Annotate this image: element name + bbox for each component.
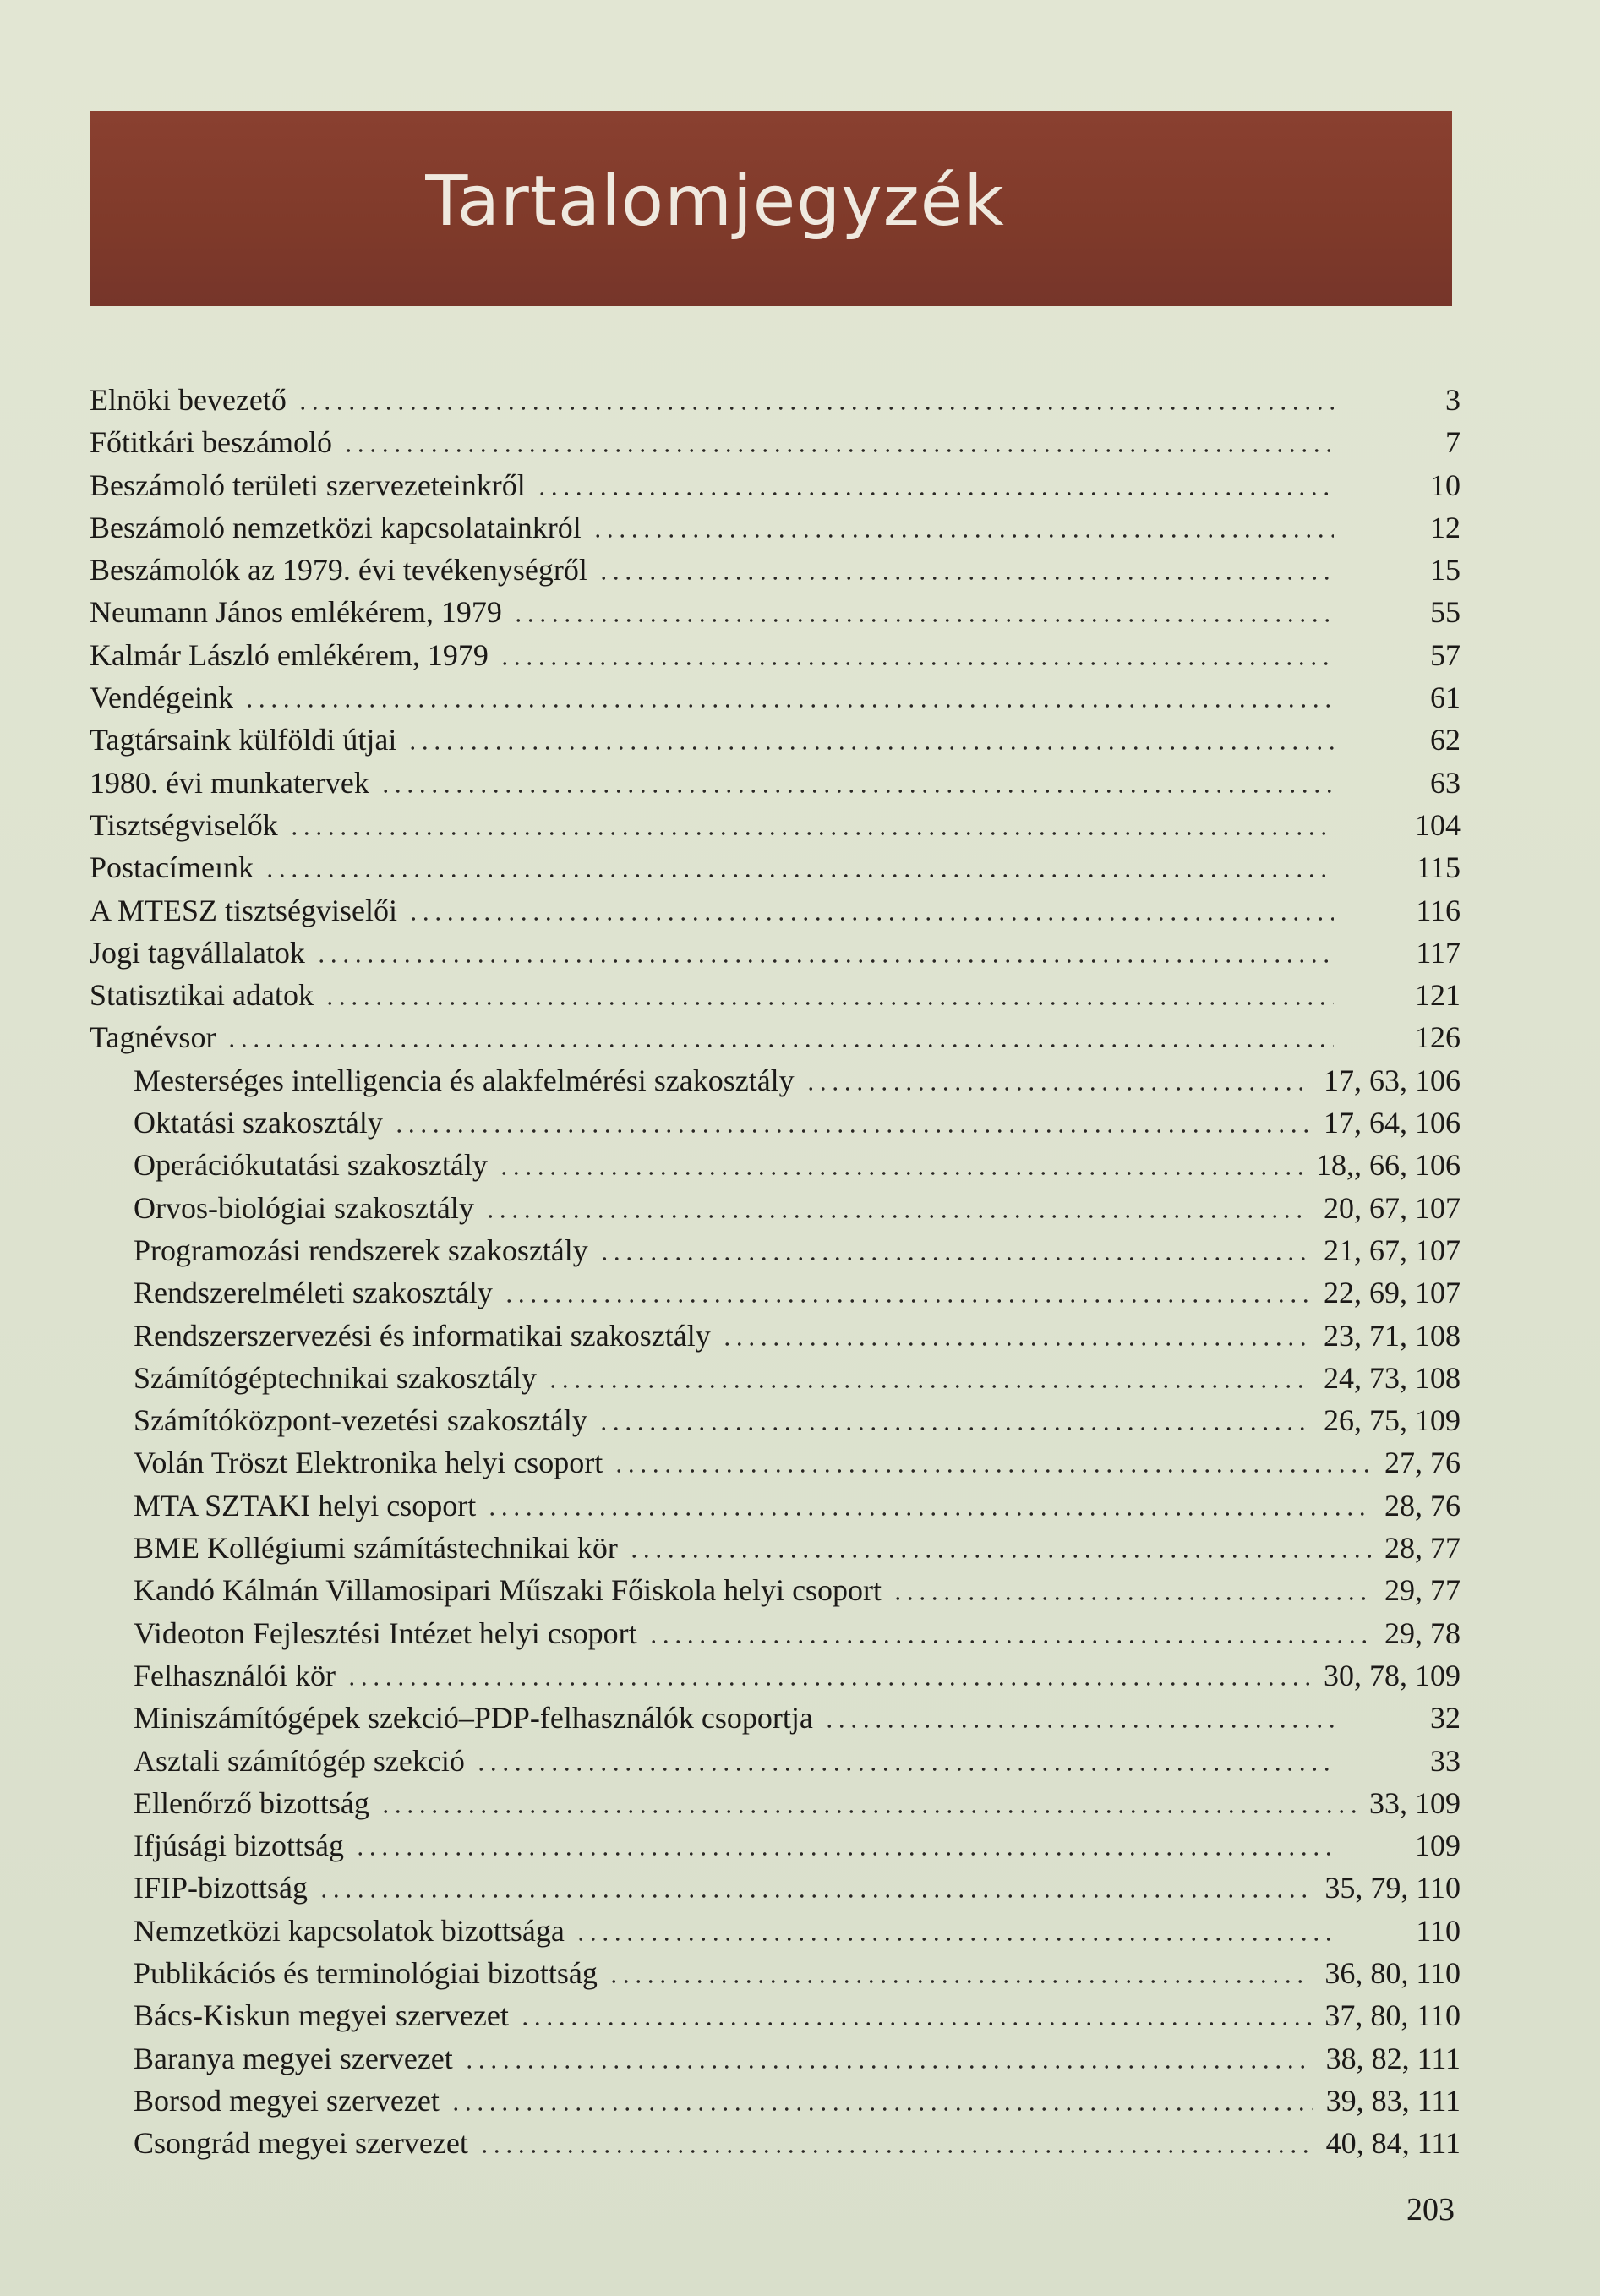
toc-entry-page: 10 [1430,467,1461,502]
toc-entry [90,379,1461,421]
toc-entry [90,421,1461,463]
dot-leader [288,832,1334,835]
toc-entry [90,1102,1461,1144]
toc-entry-title: 1980. évi munkatervek [90,765,369,800]
toc-entry-title: Neumann János emlékérem, 1979 [90,595,502,630]
toc-entry-title: Nemzetközi kapcsolatok bizottsága [134,1913,565,1948]
toc-entry-page: 55 [1430,595,1461,630]
dot-leader [499,662,1334,665]
toc-entry-page: 26, 75, 109 [1324,1403,1461,1438]
toc-entry-page: 17, 63, 106 [1324,1063,1461,1097]
toc-entry-title: A MTESZ tisztségviselői [90,893,397,927]
toc-entry-title: MTA SZTAKI helyi csoport [134,1488,477,1522]
toc-entry-page: 40, 84, 111 [1325,2126,1461,2161]
toc-entry-title: Videoton Fejlesztési Intézet helyi csoport [134,1615,637,1650]
toc-entry-title: Bács-Kiskun megyei szervezet [134,1998,509,2033]
dot-leader [484,1215,1310,1218]
toc-entry-page: 23, 71, 108 [1324,1318,1461,1353]
dot-leader [608,1980,1311,1983]
toc-entry-page: 17, 64, 106 [1324,1106,1461,1140]
dot-leader [547,1385,1310,1388]
toc-entry-title: Csongrád megyei szervezet [134,2126,468,2161]
toc-entry-page: 39, 83, 111 [1325,2083,1461,2118]
toc-entry [90,1867,1461,1909]
toc-entry-title: Statisztikai adatok [90,978,314,1013]
dot-leader [380,790,1334,793]
toc-entry-page: 32 [1430,1701,1461,1736]
toc-entry [90,1994,1461,2036]
toc-entry [90,846,1461,888]
dot-leader [346,1682,1310,1686]
dot-leader [407,746,1334,750]
toc-entry-title: Programozási rendszerek szakosztály [134,1233,588,1267]
toc-entry-page: 27, 76 [1384,1446,1461,1480]
dot-leader [519,2022,1311,2025]
toc-entry-title: Postacímeınk [90,850,254,885]
toc-entry [90,506,1461,549]
toc-entry-page: 116 [1416,893,1461,927]
toc-entry-page: 33, 109 [1369,1785,1461,1820]
toc-entry [90,974,1461,1016]
toc-entry [90,591,1461,633]
toc-entry [90,804,1461,846]
toc-entry [90,1569,1461,1611]
toc-entry [90,1187,1461,1229]
toc-entry-title: Vendégeink [90,681,233,715]
toc-entry-page: 15 [1430,553,1461,588]
toc-entry [90,634,1461,676]
toc-entry-page: 28, 76 [1384,1488,1461,1522]
dot-leader [892,1597,1371,1600]
toc-entry-title: Számítógéptechnikai szakosztály [134,1360,537,1395]
toc-entry-page: 37, 80, 110 [1324,1998,1461,2033]
dot-leader [324,1002,1334,1005]
toc-entry-page: 115 [1416,850,1461,885]
toc-entry-page: 21, 67, 107 [1324,1233,1461,1267]
toc-entry [90,1910,1461,1952]
toc-entry-page: 29, 78 [1384,1615,1461,1650]
dot-leader [486,1512,1371,1516]
toc-entry-page: 117 [1416,935,1461,970]
toc-entry-title: Ellenőrző bizottság [134,1785,369,1820]
dot-leader [393,1129,1310,1133]
toc-entry-title: Beszámoló területi szervezeteinkről [90,467,526,502]
dot-leader [450,2107,1313,2111]
toc-entry-title: Kalmár László emlékérem, 1979 [90,637,489,672]
toc-entry-title: BME Kollégiumi számítástechnikai kör [134,1531,618,1566]
toc-entry-page: 62 [1430,723,1461,757]
toc-entry-title: Publikációs és terminológiai bizottság [134,1955,598,1990]
toc-entry-title: Tisztségviselők [90,807,278,842]
toc-entry-page: 35, 79, 110 [1324,1871,1461,1905]
toc-entry [90,1782,1461,1824]
toc-entry [90,889,1461,932]
dot-leader [598,1257,1310,1260]
toc-entry-title: Számítóközpont-vezetési szakosztály [134,1403,587,1438]
toc-entry-title: Asztali számítógép szekció [134,1743,465,1778]
dot-leader [613,1469,1371,1473]
toc-entry-page: 63 [1430,765,1461,800]
dot-leader [598,577,1334,580]
dot-leader [628,1555,1371,1558]
toc-entry-page: 20, 67, 107 [1324,1190,1461,1225]
toc-entry [90,932,1461,974]
toc-entry-page: 110 [1416,1913,1461,1948]
toc-entry-title: Főtitkári beszámoló [90,425,332,460]
toc-entry [90,464,1461,506]
toc-entry [90,1527,1461,1569]
toc-entry-title: Volán Tröszt Elektronika helyi csoport [134,1446,603,1480]
dot-leader [315,959,1334,963]
dot-leader [475,1768,1334,1771]
toc-entry [90,1697,1461,1739]
toc-entry-page: 57 [1430,637,1461,672]
dot-leader [342,449,1334,452]
toc-entry-page: 22, 69, 107 [1324,1276,1461,1310]
toc-entry [90,1824,1461,1867]
toc-entry-title: Miniszámítógépek szekció–PDP-felhasználók csoportja [134,1701,813,1736]
dot-leader [823,1725,1334,1728]
toc-entry-page: 61 [1430,681,1461,715]
toc-entry [90,1144,1461,1186]
title-banner [90,111,1452,306]
page-number: 203 [1406,2192,1455,2228]
dot-leader [598,1427,1310,1430]
toc-entry [90,2080,1461,2122]
toc-entry-page: 33 [1430,1743,1461,1778]
toc-entry [90,1484,1461,1527]
toc-entry [90,676,1461,719]
toc-entry-page: 24, 73, 108 [1324,1360,1461,1395]
dot-leader [512,619,1334,622]
toc-entry-title: Borsod megyei szervezet [134,2083,440,2118]
toc-entry-page: 18,, 66, 106 [1316,1148,1461,1183]
toc-entry [90,1229,1461,1271]
page-title: Tartalomjegyzék [425,161,1005,242]
dot-leader [478,2150,1313,2153]
dot-leader [318,1894,1311,1898]
toc-entry-title: Beszámolók az 1979. évi tevékenységről [90,553,587,588]
toc-entry-page: 104 [1415,807,1461,842]
toc-entry-page: 30, 78, 109 [1324,1658,1461,1692]
toc-entry-title: Elnöki bevezető [90,383,287,417]
toc-entry-title: IFIP-bizottság [134,1871,308,1905]
dot-leader [297,407,1334,410]
toc-entry-title: Tagnévsor [90,1020,216,1055]
toc-entry [90,1654,1461,1697]
dot-leader [805,1087,1310,1091]
dot-leader [536,492,1334,495]
toc-entry [90,1612,1461,1654]
toc-entry-title: Tagtársaink külföldi útjai [90,723,397,757]
toc-entry-page: 29, 77 [1384,1573,1461,1608]
toc-entry [90,1740,1461,1782]
dot-leader [721,1342,1310,1346]
toc-entry [90,719,1461,761]
toc-entry [90,1357,1461,1399]
toc-entry-page: 28, 77 [1384,1531,1461,1566]
dot-leader [380,1810,1356,1813]
toc-entry-title: Felhasználói kör [134,1658,336,1692]
dot-leader [243,704,1334,708]
toc-entry-title: Jogi tagvállalatok [90,935,305,970]
toc-entry [90,1441,1461,1484]
toc-entry-title: Oktatási szakosztály [134,1106,383,1140]
toc-entry-title: Baranya megyei szervezet [134,2041,453,2075]
toc-entry-title: Beszámoló nemzetközi kapcsolatainkról [90,510,582,544]
table-of-contents [90,379,1461,2164]
dot-leader [264,874,1334,877]
dot-leader [463,2065,1313,2069]
toc-entry [90,1952,1461,1994]
toc-entry [90,1271,1461,1314]
toc-entry-page: 3 [1445,383,1461,417]
toc-entry-title: Kandó Kálmán Villamosipari Műszaki Főiskola helyi csoport [134,1573,882,1608]
dot-leader [503,1299,1310,1303]
toc-entry-page: 126 [1415,1020,1461,1055]
dot-leader [354,1852,1334,1856]
toc-entry-page: 38, 82, 111 [1325,2041,1461,2075]
dot-leader [498,1172,1302,1175]
toc-entry-title: Ifjúsági bizottság [134,1829,344,1863]
toc-entry [90,1059,1461,1102]
toc-entry-page: 7 [1445,425,1461,460]
toc-entry-title: Operációkutatási szakosztály [134,1148,488,1183]
toc-entry [90,1016,1461,1058]
toc-entry [90,2037,1461,2080]
toc-entry-title: Rendszerelméleti szakosztály [134,1276,493,1310]
toc-entry [90,2122,1461,2164]
toc-entry-page: 12 [1430,510,1461,544]
dot-leader [407,917,1334,921]
dot-leader [647,1640,1371,1643]
toc-entry [90,762,1461,804]
toc-entry-title: Orvos-biológiai szakosztály [134,1190,474,1225]
toc-entry-page: 121 [1415,978,1461,1013]
toc-entry-title: Mesterséges intelligencia és alakfelmérési szakosztály [134,1063,795,1097]
dot-leader [575,1938,1334,1941]
toc-entry-page: 36, 80, 110 [1324,1955,1461,1990]
toc-entry [90,1399,1461,1441]
dot-leader [226,1044,1334,1047]
toc-entry [90,1315,1461,1357]
toc-entry-title: Rendszerszervezési és informatikai szakosztály [134,1318,711,1353]
dot-leader [592,534,1334,538]
toc-entry [90,549,1461,591]
toc-entry-page: 109 [1415,1829,1461,1863]
